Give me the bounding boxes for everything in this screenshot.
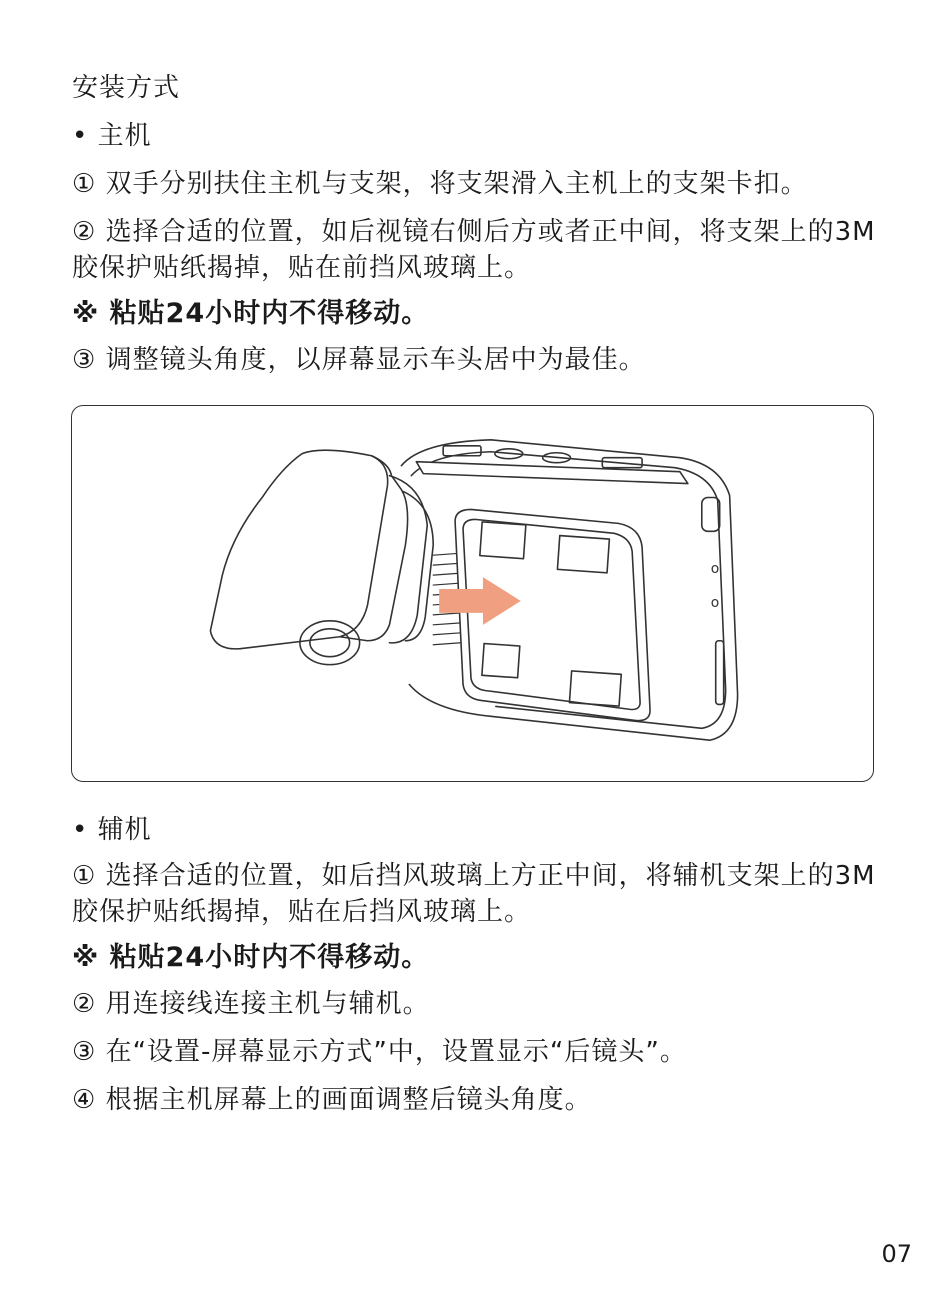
aux-step-3: ③ 在“设置-屏幕显示方式”中，设置显示“后镜头”。 — [72, 1037, 687, 1067]
aux-step-1: ① 选择合适的位置，如后挡风玻璃上方正中间，将辅机支架上的3M胶保护贴纸揭掉，贴在后挡风玻璃上。 — [72, 861, 876, 927]
aux-step-4: ④ 根据主机屏幕上的画面调整后镜头角度。 — [72, 1085, 592, 1115]
main-step-3: ③ 调整镜头角度，以屏幕显示车头居中为最佳。 — [72, 345, 646, 375]
aux-unit-heading: • 辅机 — [72, 815, 152, 845]
aux-step-2: ② 用连接线连接主机与辅机。 — [72, 989, 430, 1019]
aux-note: ※ 粘贴24小时内不得移动。 — [72, 942, 430, 973]
main-unit-heading: • 主机 — [72, 121, 152, 151]
mount-illustration — [71, 405, 874, 782]
side-button-mark-2: o — [710, 594, 720, 611]
side-button-mark-1: o — [710, 561, 720, 578]
main-step-2: ② 选择合适的位置，如后视镜右侧后方或者正中间，将支架上的3M胶保护贴纸揭掉，贴在前挡风玻璃上。 — [72, 217, 876, 283]
page-number: 07 — [881, 1240, 912, 1268]
section-title: 安装方式 — [72, 73, 181, 103]
dashcam-drawing — [72, 406, 873, 781]
main-note: ※ 粘贴24小时内不得移动。 — [72, 298, 430, 329]
main-step-1: ① 双手分别扶住主机与支架，将支架滑入主机上的支架卡扣。 — [72, 169, 808, 199]
